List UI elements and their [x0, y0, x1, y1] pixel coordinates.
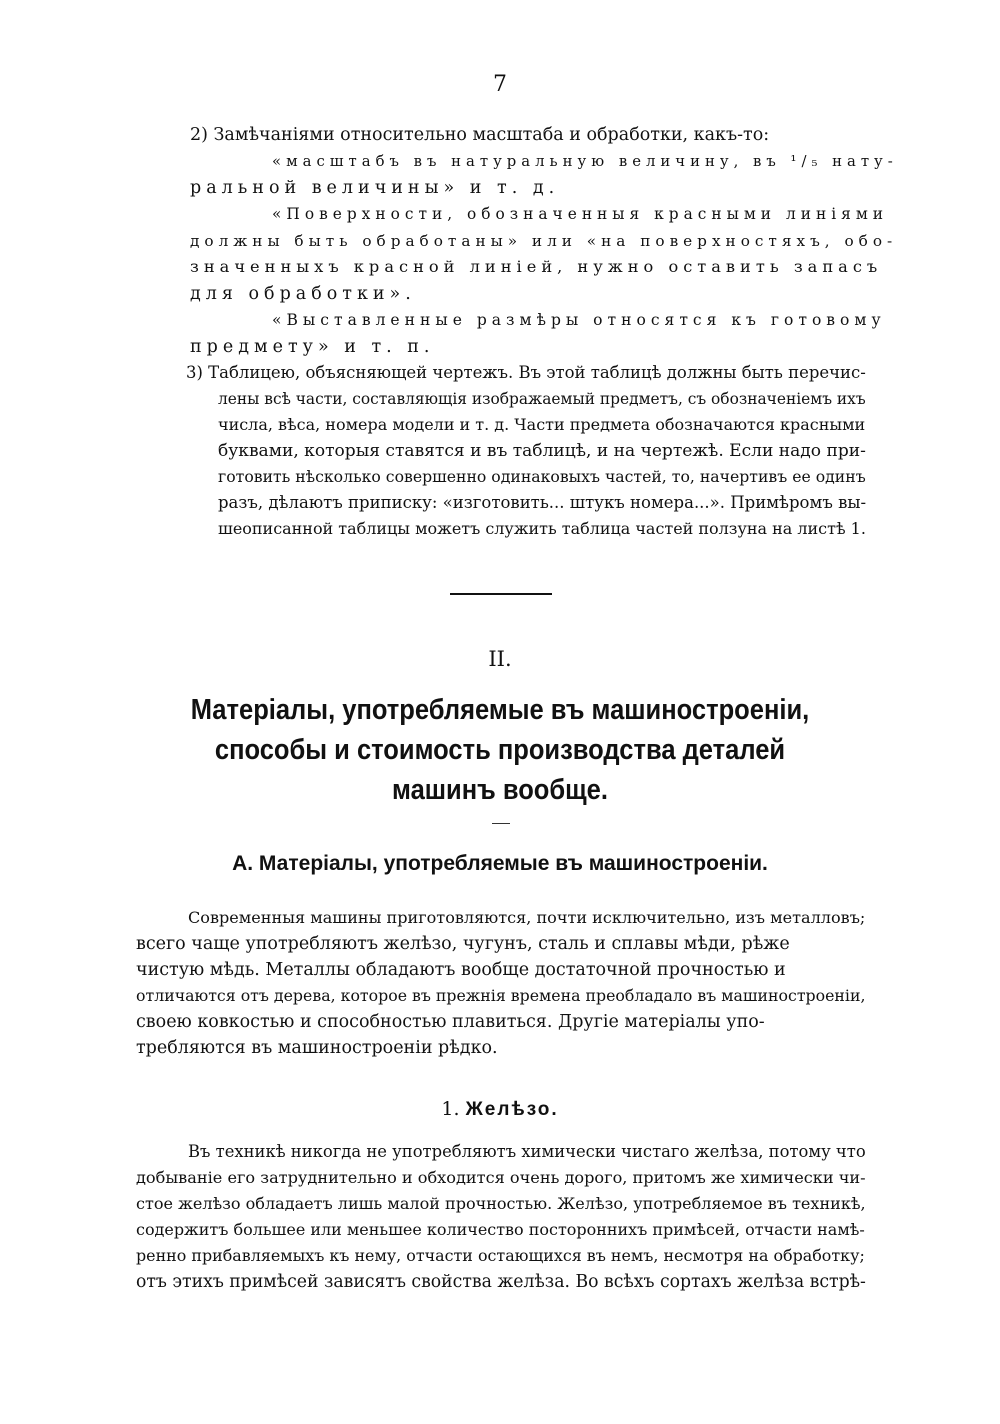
paragraph-line: чистую мѣдь. Металлы обладаютъ вообще достаточной прочностью и: [136, 960, 786, 980]
item-2-line: значенныхъ красной линіей, нужно оставить запасъ: [190, 257, 883, 276]
item-2-line: должны быть обработаны» или «на поверхностяхъ, обо-: [190, 232, 898, 250]
item-3-line: готовить нѣсколько совершенно одинаковыхъ частей, то, начертивъ ее одинъ: [218, 467, 866, 486]
section-a-heading: А. Матеріалы, употребляемые въ машиностроеніи.: [232, 852, 768, 875]
chapter-title-line: Матеріалы, употребляемые въ машиностроеніи,: [190, 694, 810, 726]
section-divider: [450, 593, 552, 595]
item-2-line: ральной величины» и т. д.: [190, 178, 560, 198]
item-2-line: «Выставленные размѣры относятся къ готовому: [272, 311, 886, 329]
paragraph-line: отъ этихъ примѣсей зависятъ свойства желѣза. Во всѣхъ сортахъ желѣза встрѣ-: [136, 1272, 866, 1292]
item-3-line: лены всѣ части, составляющія изображаемый предметъ, съ обозначеніемъ ихъ: [218, 390, 866, 408]
item-3-line: шеописанной таблицы можетъ служить таблица частей ползуна на листѣ 1.: [218, 519, 866, 538]
section-1-title: Желѣзо.: [465, 1099, 559, 1120]
item-2-line: «масштабъ въ натуральную величину, въ ¹/₅ нату-: [272, 153, 898, 170]
paragraph-line: стое желѣзо обладаетъ лишь малой прочностью. Желѣзо, употребляемое въ техникѣ,: [136, 1194, 866, 1213]
paragraph-line: Въ техникѣ никогда не употребляютъ химически чистаго желѣза, потому что: [188, 1142, 866, 1161]
item-3-line: 3) Таблицею, объясняющей чертежъ. Въ этой таблицѣ должны быть перечис-: [186, 363, 866, 382]
paragraph-line: всего чаще употребляютъ желѣзо, чугунъ, сталь и сплавы мѣди, рѣже: [136, 934, 790, 954]
paragraph-line: ренно прибавляемыхъ къ нему, отчасти остающихся въ немъ, несмотря на обработку;: [136, 1246, 865, 1265]
item-2-line: предмету» и т. п.: [190, 337, 435, 357]
paragraph-line: Современныя машины приготовляются, почти исключительно, изъ металловъ;: [188, 908, 866, 927]
section-1-heading: [0, 1098, 1000, 1121]
paragraph-line: содержитъ большее или меньшее количество постороннихъ примѣсей, отчасти намѣ-: [136, 1220, 865, 1239]
paragraph-line: требляются въ машиностроеніи рѣдко.: [136, 1038, 498, 1058]
chapter-number: II.: [488, 647, 512, 671]
item-2-line: «Поверхности, обозначенныя красными линіями: [272, 205, 889, 223]
page-number: 7: [493, 72, 507, 97]
item-2-line: для обработки».: [190, 284, 416, 304]
item-3-line: буквами, которыя ставятся и въ таблицѣ, и на чертежѣ. Если надо при-: [218, 441, 866, 461]
paragraph-line: своею ковкостью и способностью плавиться. Другіе матеріалы упо-: [136, 1012, 765, 1032]
chapter-title-line: способы и стоимость производства деталей: [214, 734, 786, 766]
item-3-line: числа, вѣса, номера модели и т. д. Части предмета обозначаются красными: [218, 415, 866, 434]
item-2-line: 2) Замѣчаніями относительно масштаба и обработки, какъ-то:: [190, 125, 770, 145]
section-1-number: 1.: [441, 1098, 460, 1120]
short-dash: [492, 823, 510, 824]
paragraph-line: отличаются отъ дерева, которое въ прежнія времена преобладало въ машиностроеніи,: [136, 986, 866, 1005]
item-3-line: разъ, дѣлаютъ приписку: «изготовить... штукъ номера...». Примѣромъ вы-: [218, 493, 867, 512]
chapter-title-line: машинъ вообще.: [392, 774, 608, 806]
paragraph-line: добываніе его затруднительно и обходится очень дорого, притомъ же химически чи-: [136, 1168, 866, 1187]
